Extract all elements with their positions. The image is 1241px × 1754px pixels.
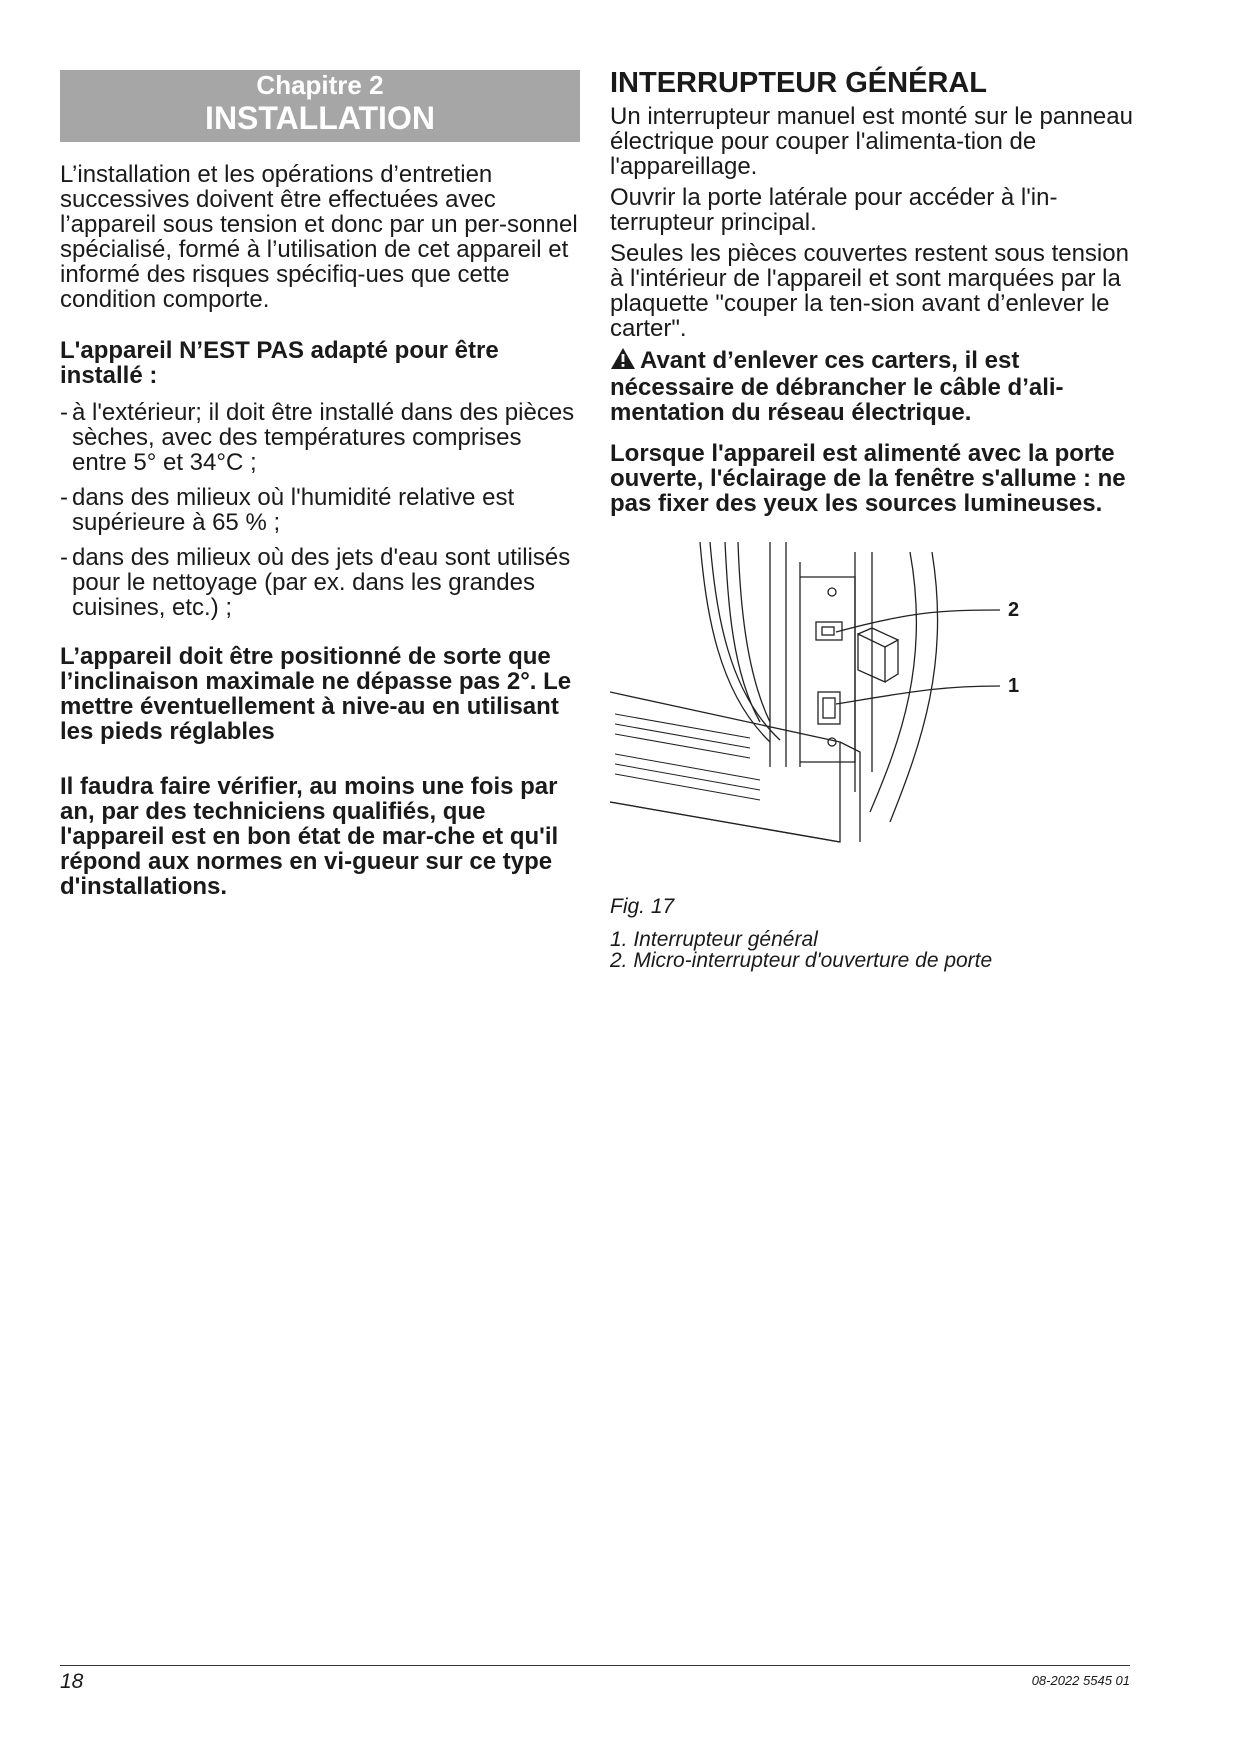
figure-caption: Fig. 17 xyxy=(610,895,675,918)
list-item: - dans des milieux où l'humidité relative est supérieure à 65 % ; xyxy=(60,484,515,536)
warning-paragraph: Avant d’enlever ces carters, il est nécessaire de débrancher le câble d’ali-mentation du réseau électrique. xyxy=(610,347,1064,426)
chapter-label: Chapitre 2 xyxy=(256,70,384,100)
figure-legend xyxy=(610,929,1140,971)
list-item: - dans des milieux où des jets d'eau sont utilisés pour le nettoyage (par ex. dans les grandes cuisines, etc.) ; xyxy=(60,544,571,621)
verification-paragraph: Il faudra faire vérifier, au moins une fois par an, par des techniciens qualifiés, que l'appareil est en bon état de mar-che et qu'il répond aux normes en vi-gueur sur ce type d'installations. xyxy=(60,773,559,900)
positioning-paragraph: L’appareil doit être positionné de sorte que l’inclinaison maximale ne dépasse pas 2°. Le mettre éventuellement à nive-au en utilisant les pieds réglables xyxy=(60,643,572,745)
legend-item: 2. Micro-interrupteur d'ouverture de porte xyxy=(610,949,993,972)
figure-17 xyxy=(610,542,1030,882)
chapter-banner xyxy=(60,70,580,142)
paragraph: Ouvrir la porte latérale pour accéder à l'in-terrupteur principal. xyxy=(610,184,1058,236)
footer-divider xyxy=(60,1665,1130,1666)
not-suited-list xyxy=(60,400,580,620)
light-warning-paragraph: Lorsque l'appareil est alimenté avec la porte ouverte, l'éclairage de la fenêtre s'allume : ne pas fixer des yeux les sources lumineuses. xyxy=(610,440,1126,517)
paragraph: Seules les pièces couvertes restent sous tension à l'intérieur de l'appareil et sont marquées par la plaquette "couper la ten-sion avant d’enlever le carter". xyxy=(610,240,1129,342)
not-suited-heading: L'appareil N’EST PAS adapté pour être installé : xyxy=(60,337,499,389)
callout-1-label: 1 xyxy=(1008,675,1020,697)
callout-2-label: 2 xyxy=(1008,599,1020,621)
warning-icon xyxy=(610,347,636,375)
page-number: 18 xyxy=(60,1670,84,1693)
list-item: - à l'extérieur; il doit être installé dans des pièces sèches, avec des températures comprises entre 5° et 34°C ; xyxy=(60,399,575,476)
section-heading: INTERRUPTEUR GÉNÉRAL xyxy=(610,67,988,99)
chapter-title: INSTALLATION xyxy=(205,100,435,136)
switch-diagram xyxy=(610,542,1030,882)
right-column xyxy=(610,66,1140,971)
document-code: 08-2022 5545 01 xyxy=(1031,1673,1130,1688)
legend-item: 1. Interrupteur général xyxy=(610,928,818,951)
intro-paragraph: L’installation et les opérations d’entretien successives doivent être effectuées avec l’appareil sous tension et donc par un per-sonnel spécialisé, formé à l’utilisation de cet appareil et informé des risques spécifiq-ues que cette condition comporte. xyxy=(60,161,578,313)
left-column xyxy=(60,70,580,899)
paragraph: Un interrupteur manuel est monté sur le panneau électrique pour couper l'alimenta-tion de l'appareillage. xyxy=(610,103,1133,180)
